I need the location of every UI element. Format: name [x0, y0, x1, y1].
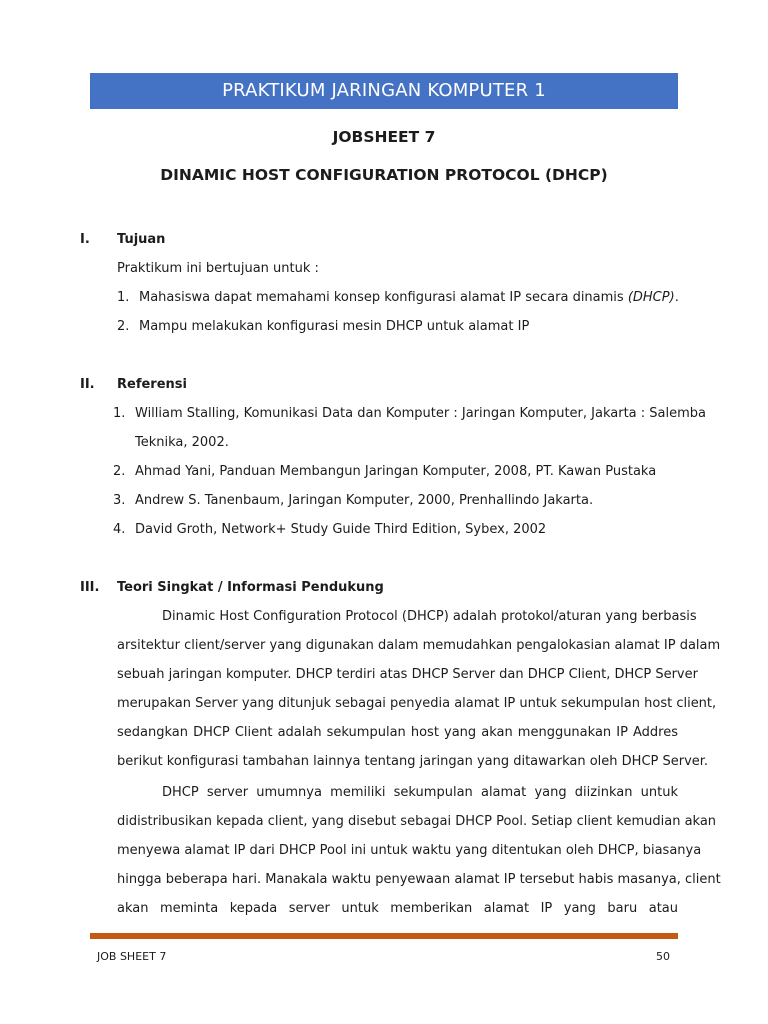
- list-number: 4.: [113, 522, 126, 537]
- paragraph-2-line-2: didistribusikan kepada client, yang disebut sebagai DHCP Pool. Setiap client kemudian akan: [117, 814, 717, 829]
- list-text: Ahmad Yani, Panduan Membangun Jaringan Komputer, 2008, PT. Kawan Pustaka: [135, 464, 657, 479]
- list-number: 2.: [113, 464, 126, 479]
- paragraph-text: DHCP server umumnya memiliki sekumpulan alamat yang diizinkan untuk: [162, 785, 678, 800]
- document-banner: PRAKTIKUM JARINGAN KOMPUTER 1: [90, 73, 678, 109]
- list-text-end: .: [674, 290, 679, 305]
- section-number-1: I.: [80, 232, 90, 247]
- referensi-item-1: [113, 406, 706, 421]
- section-number-3: III.: [80, 580, 100, 595]
- list-number: 1.: [117, 290, 130, 305]
- section-title-teori: Teori Singkat / Informasi Pendukung: [117, 580, 384, 595]
- referensi-item-4: [113, 522, 546, 537]
- page-number: 50: [656, 950, 670, 963]
- paragraph-1-line-6: berikut konfigurasi tambahan lainnya tentang jaringan yang ditawarkan oleh DHCP Server.: [117, 754, 709, 769]
- list-text: Mahasiswa dapat memahami konsep konfigurasi alamat IP secara dinamis: [139, 290, 628, 305]
- tujuan-item-2: [117, 319, 529, 334]
- list-number: 2.: [117, 319, 130, 334]
- section-number-2: II.: [80, 377, 95, 392]
- document-title: DINAMIC HOST CONFIGURATION PROTOCOL (DHCP): [160, 166, 608, 184]
- paragraph-1-line-5: sedangkan DHCP Client adalah sekumpulan host yang akan menggunakan IP Addres: [117, 725, 678, 740]
- referensi-item-3: [113, 493, 593, 508]
- list-number: 3.: [113, 493, 126, 508]
- list-text: Mampu melakukan konfigurasi mesin DHCP untuk alamat IP: [139, 319, 530, 334]
- tujuan-item-1: [117, 290, 679, 305]
- paragraph-1-line-2: arsitektur client/server yang digunakan dalam memudahkan pengalokasian alamat IP dalam: [117, 638, 721, 653]
- paragraph-2-line-3: menyewa alamat IP dari DHCP Pool ini untuk waktu yang ditentukan oleh DHCP, biasanya: [117, 843, 702, 858]
- list-text: William Stalling, Komunikasi Data dan Komputer : Jaringan Komputer, Jakarta : Salemba: [135, 406, 706, 421]
- list-text-italic: (DHCP): [627, 290, 675, 305]
- list-number: 1.: [113, 406, 126, 421]
- section-title-tujuan: Tujuan: [117, 232, 166, 247]
- jobsheet-title: JOBSHEET 7: [332, 128, 436, 146]
- tujuan-intro: Praktikum ini bertujuan untuk :: [117, 261, 319, 276]
- section-title-referensi: Referensi: [117, 377, 187, 392]
- paragraph-1-line-4: merupakan Server yang ditunjuk sebagai penyedia alamat IP untuk sekumpulan host client,: [117, 696, 717, 711]
- paragraph-1-line-3: sebuah jaringan komputer. DHCP terdiri atas DHCP Server dan DHCP Client, DHCP Server: [117, 667, 698, 682]
- paragraph-text: Dinamic Host Configuration Protocol (DHCP) adalah protokol/aturan yang berbasis: [162, 609, 697, 624]
- paragraph-2-line-1: [117, 785, 678, 800]
- paragraph-1-line-1: [117, 609, 697, 624]
- list-text: David Groth, Network+ Study Guide Third Edition, Sybex, 2002: [135, 522, 547, 537]
- footer-rule: [90, 933, 678, 939]
- referensi-item-2: [113, 464, 656, 479]
- list-text: Andrew S. Tanenbaum, Jaringan Komputer, 2000, Prenhallindo Jakarta.: [135, 493, 594, 508]
- footer-label: JOB SHEET 7: [97, 950, 167, 963]
- paragraph-2-line-4: hingga beberapa hari. Manakala waktu penyewaan alamat IP tersebut habis masanya, client: [117, 872, 721, 887]
- paragraph-2-line-5: akan meminta kepada server untuk memberikan alamat IP yang baru atau: [117, 901, 678, 916]
- referensi-item-1-continuation: Teknika, 2002.: [135, 435, 229, 450]
